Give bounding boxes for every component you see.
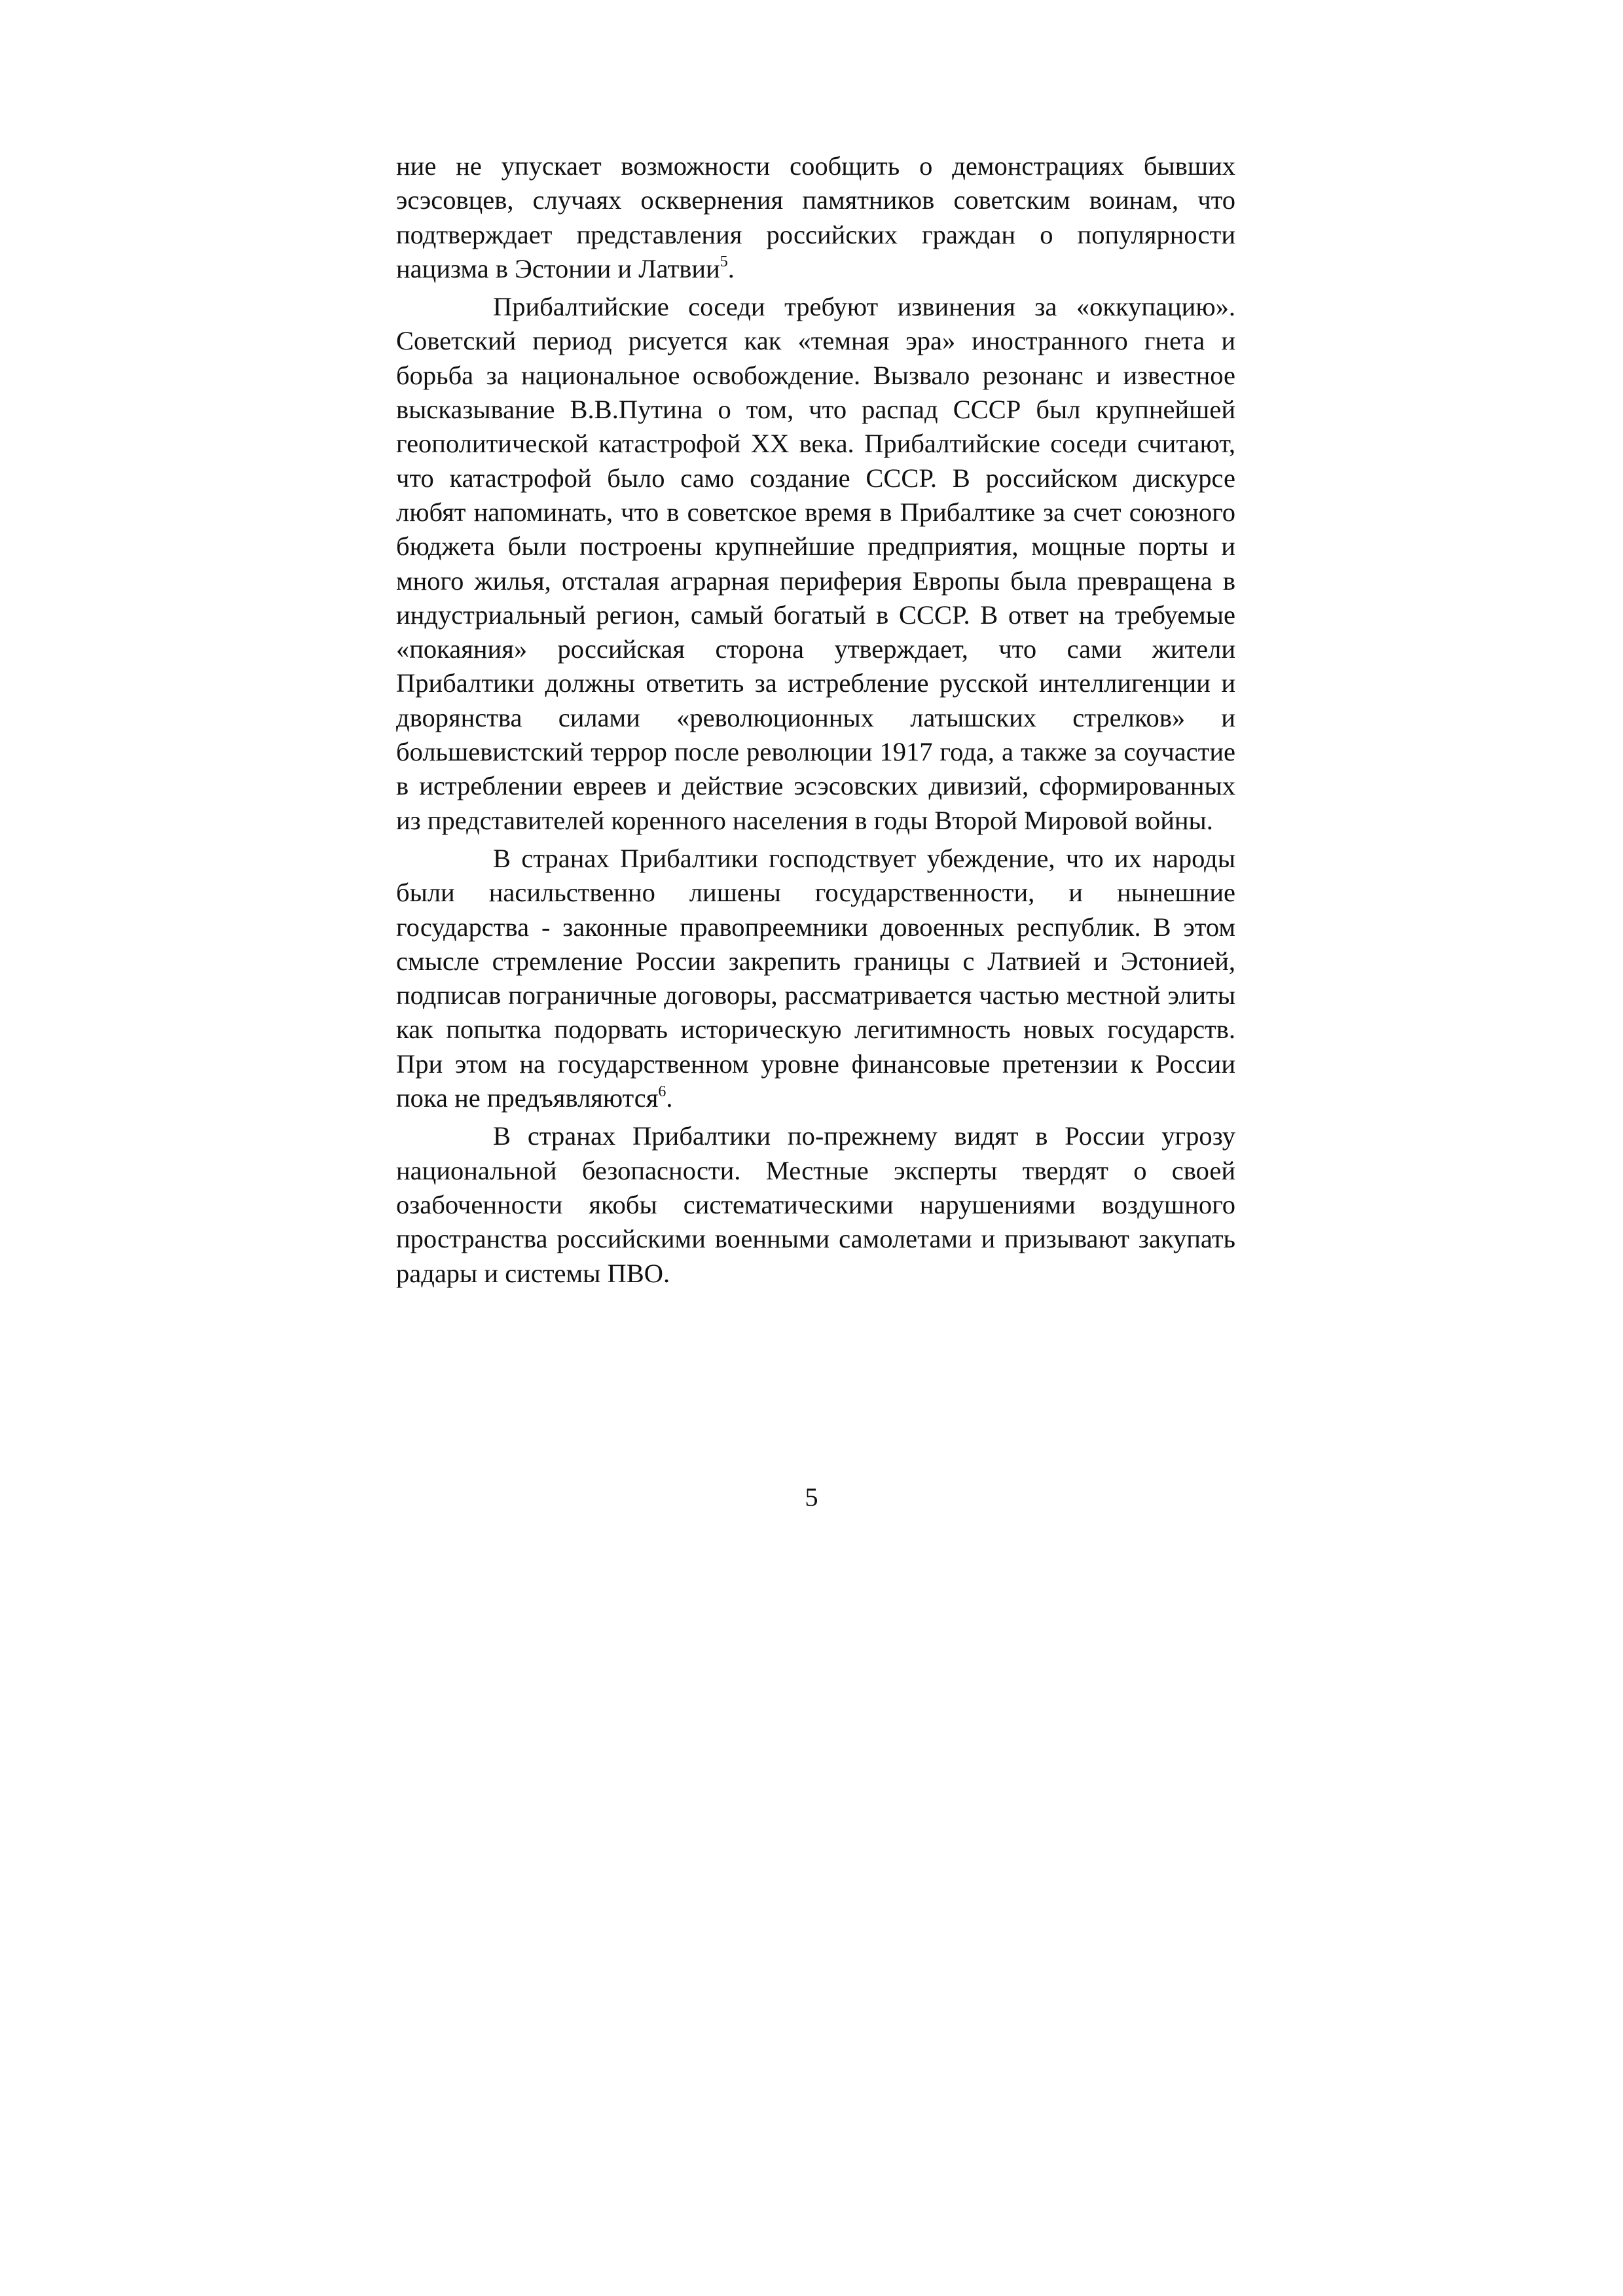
- paragraph-3-tail: .: [666, 1083, 673, 1113]
- paragraph-4: [396, 1119, 1235, 1290]
- paragraph-3-text: В странах Прибалтики господствует убеждение, что их народы были насильственно лишены государственности, и нынешние государства - законные правопреемники довоенных республик. В этом смысле стремление России закрепить границы с Латвией и Эстонией, подписав пограничные договоры, рассматривается частью местной элиты как попытка подорвать историческую легитимность новых государств. При этом на государственном уровне финансовые претензии к России пока не предъявляются: [396, 843, 1235, 1113]
- paragraph-4-text: В странах Прибалтики по-прежнему видят в России угрозу национальной безопасности. Местные эксперты твердят о своей озабоченности якобы систематическими нарушениями воздушного пространства российскими военными самолетами и призывают закупать радары и системы ПВО.: [396, 1121, 1235, 1288]
- paragraph-2-text: Прибалтийские соседи требуют извинения за «оккупацию». Советский период рисуется как «темная эра» иностранного гнета и борьба за национальное освобождение. Вызвало резонанс и известное высказывание В.В.Путина о том, что распад СССР был крупнейшей геополитической катастрофой XX века. Прибалтийские соседи считают, что катастрофой было само создание СССР. В российском дискурсе любят напоминать, что в советское время в Прибалтике за счет союзного бюджета были построены крупнейшие предприятия, мощные порты и много жилья, отсталая аграрная периферия Европы была превращена в индустриальный регион, самый богатый в СССР. В ответ на требуемые «покаяния» российская сторона утверждает, что сами жители Прибалтики должны ответить за истребление русской интеллигенции и дворянства силами «революционных латышских стрелков» и большевистский террор после революции 1917 года, а также за соучастие в истреблении евреев и действие эсэсовских дивизий, сформированных из представителей коренного населения в годы Второй Мировой войны.: [396, 292, 1235, 835]
- paragraph-1-tail: .: [727, 253, 735, 283]
- paragraph-2: [396, 290, 1235, 838]
- page-number: 5: [805, 1482, 818, 1512]
- footnote-ref-5[interactable]: 5: [720, 253, 728, 271]
- footnote-ref-6[interactable]: 6: [658, 1083, 666, 1100]
- paragraph-1: [396, 149, 1235, 286]
- paragraph-3: [396, 842, 1235, 1115]
- body-text: [396, 149, 1235, 1295]
- paragraph-1-text: ние не упускает возможности сообщить о демонстрациях бывших эсэсовцев, случаях осквернения памятников советским воинам, что подтверждает представления российских граждан о популярности нацизма в Эстонии и Латвии: [396, 151, 1235, 283]
